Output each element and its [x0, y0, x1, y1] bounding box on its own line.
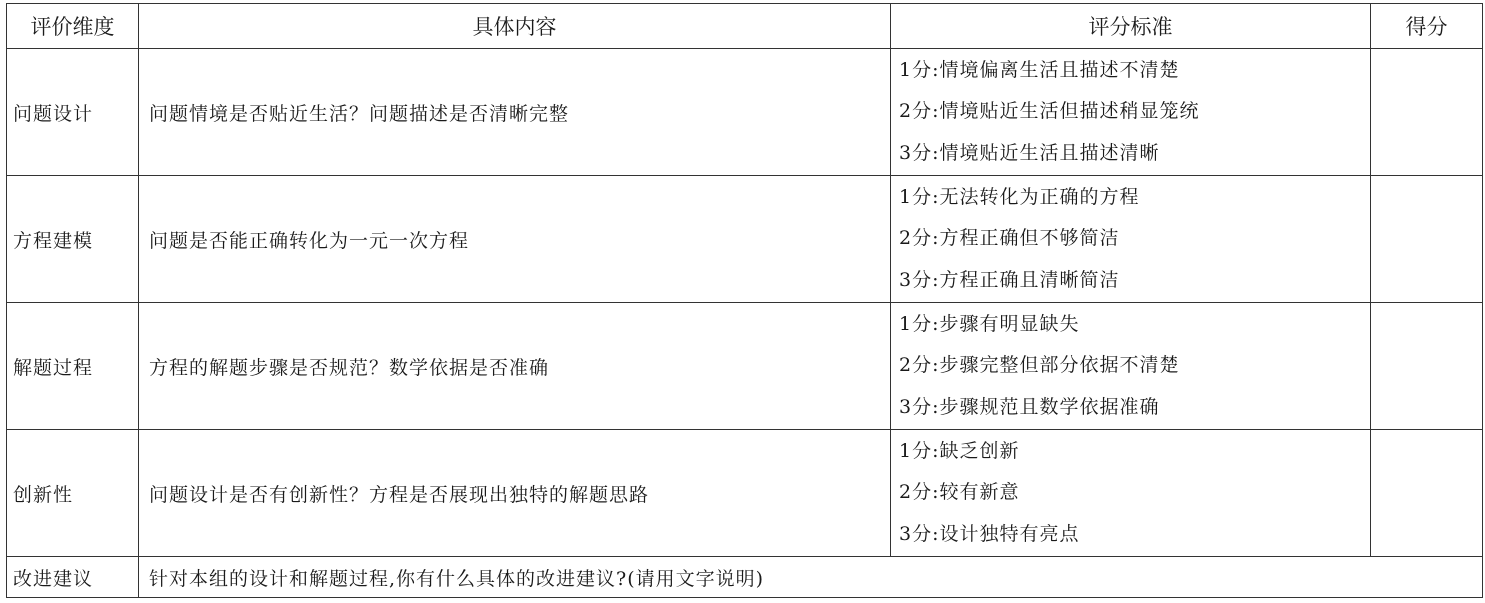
improvement-prompt[interactable]: 针对本组的设计和解题过程,你有什么具体的改进建议?(请用文字说明): [139, 557, 1483, 598]
criteria-cell: [891, 176, 1371, 303]
score-cell[interactable]: [1371, 303, 1483, 430]
score-cell[interactable]: [1371, 49, 1483, 176]
score-cell[interactable]: [1371, 176, 1483, 303]
criteria-line: 2分:情境贴近生活但描述稍显笼统: [899, 100, 1200, 123]
content-cell: 问题是否能正确转化为一元一次方程: [139, 176, 891, 303]
criteria-line: 2分:步骤完整但部分依据不清楚: [899, 354, 1180, 377]
dimension-cell: 问题设计: [7, 49, 139, 176]
criteria-line: 1分:无法转化为正确的方程: [899, 185, 1140, 208]
table-row: [7, 303, 1483, 430]
table-row: [7, 176, 1483, 303]
content-cell: 方程的解题步骤是否规范？数学依据是否准确: [139, 303, 891, 430]
dimension-cell: 方程建模: [7, 176, 139, 303]
table-row: [7, 430, 1483, 557]
criteria-line: 3分:情境贴近生活且描述清晰: [899, 141, 1160, 164]
dimension-cell: 解题过程: [7, 303, 139, 430]
header-criteria: 评分标准: [891, 4, 1371, 49]
criteria-line: 1分:情境偏离生活且描述不清楚: [899, 58, 1180, 81]
criteria-cell: [891, 303, 1371, 430]
criteria-line: 2分:较有新意: [899, 481, 1020, 504]
criteria-cell: [891, 49, 1371, 176]
score-cell[interactable]: [1371, 430, 1483, 557]
criteria-cell: [891, 430, 1371, 557]
header-dimension: 评价维度: [7, 4, 139, 49]
header-row: [7, 4, 1483, 49]
criteria-line: 3分:设计独特有亮点: [899, 522, 1080, 545]
evaluation-table-container: [6, 3, 1483, 598]
improvement-row: [7, 557, 1483, 598]
table-row: [7, 49, 1483, 176]
criteria-line: 1分:缺乏创新: [899, 439, 1020, 462]
dimension-cell: 创新性: [7, 430, 139, 557]
criteria-line: 2分:方程正确但不够简洁: [899, 227, 1120, 250]
content-cell: 问题设计是否有创新性？方程是否展现出独特的解题思路: [139, 430, 891, 557]
content-cell: 问题情境是否贴近生活？问题描述是否清晰完整: [139, 49, 891, 176]
criteria-line: 3分:步骤规范且数学依据准确: [899, 395, 1160, 418]
criteria-line: 3分:方程正确且清晰简洁: [899, 268, 1120, 291]
header-score: 得分: [1371, 4, 1483, 49]
improvement-label: 改进建议: [7, 557, 139, 598]
evaluation-table: [6, 3, 1483, 598]
header-content: 具体内容: [139, 4, 891, 49]
criteria-line: 1分:步骤有明显缺失: [899, 312, 1080, 335]
